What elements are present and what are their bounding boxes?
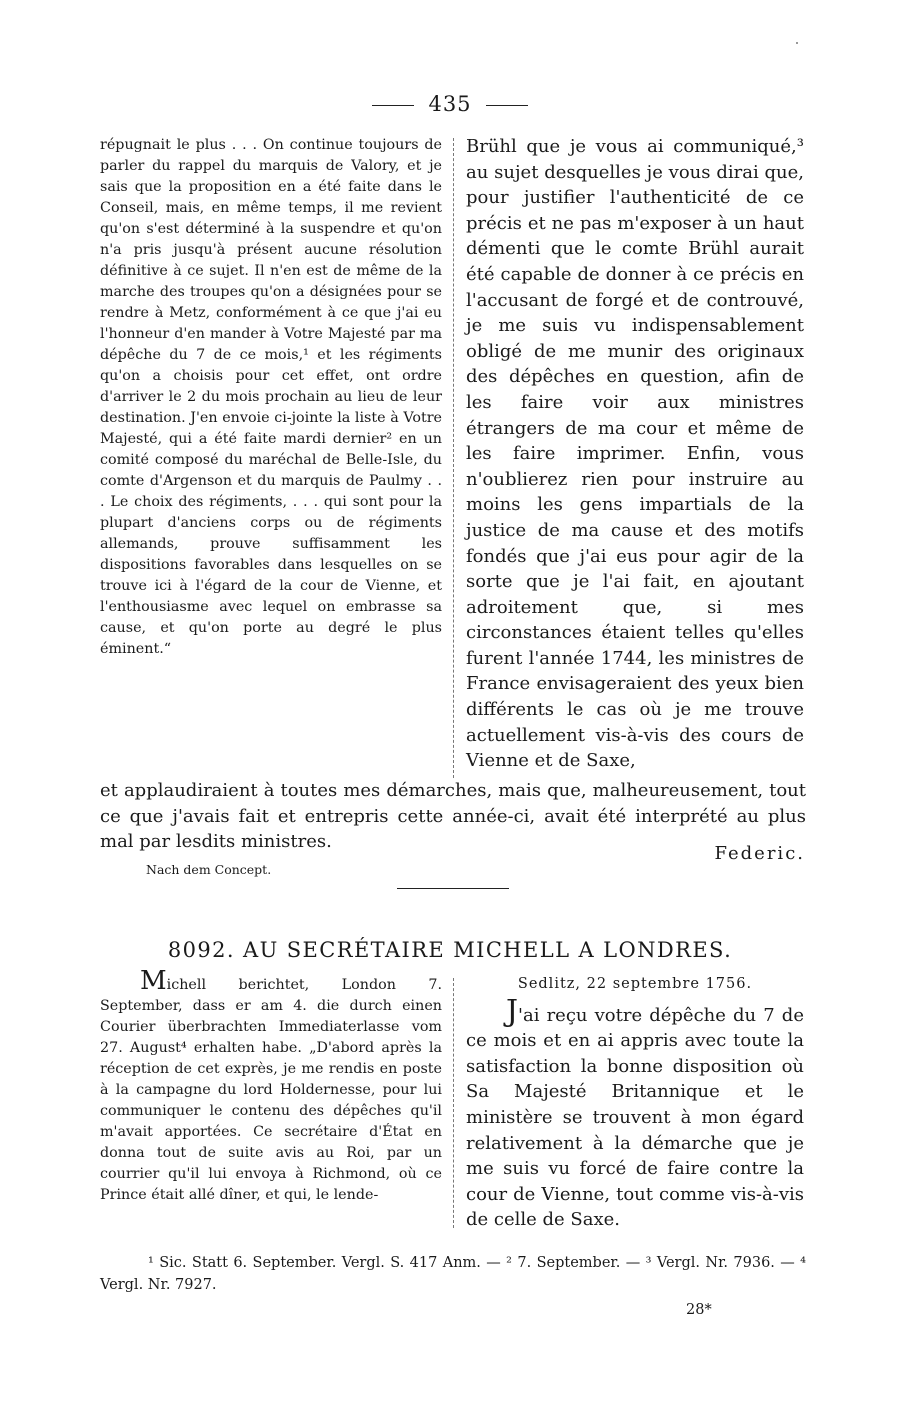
letter1-source-note: Nach dem Concept. (146, 862, 272, 877)
drop-initial-m: M (140, 966, 167, 996)
column-divider-2 (453, 978, 454, 1228)
header-rule-right (486, 105, 528, 106)
paper-speck (796, 42, 798, 44)
letter1-signature: Federic. (714, 843, 805, 864)
letter1-left-column (100, 135, 442, 660)
letter1-right-text: Brühl que je vous ai communiqué,³ au sujet desquelles je vous dirai que, pour justifier l'authenticité de ce précis et ne pas m'exposer à un haut démenti que le comte Brühl aurait été capable de donner à ce précis en l'accusant de forgé et de controuvé, je me suis vu indispensablement obligé de me munir des originaux des dépêches en question, afin de les faire voir aux ministres étrangers de ma cour et même de les faire imprimer. Enfin, vous n'oublierez rien pour instruire au moins les gens impartials de la justice de ma cause et des motifs fondés que j'ai eus pour agir de la sorte que je l'ai fait, en ajoutant adroitement que, si mes circonstances étaient telles qu'elles furent l'année 1744, les ministres de France envisageraient des yeux bien différents le cas où je me trouve actuellement vis-à-vis des cours de Vienne et de Saxe, (466, 136, 804, 772)
letter2-right-column (466, 972, 804, 1233)
letter2-right-paragraph (466, 993, 804, 1233)
section-separator (397, 888, 509, 889)
letter1-right-column (466, 134, 804, 774)
letter2-left-text: ichell berichtet, London 7. September, dass er am 4. die durch einen Courier überbrachten Immediaterlasse vom 27. August⁴ erhalten habe. „D'abord après la réception de cet exprès, je me rendis en poste à la campagne du lord Holdernesse, pour lui communiquer le contenu des dépêches qu'il m'avait apportées. Ce secrétaire d'État en donna tout de suite avis au Roi, par un courrier qu'il lui envoya à Richmond, où ce Prince était allé dîner, et qui, le lende- (100, 977, 442, 1203)
letter1-closing-text: et applaudiraient à toutes mes démarches, mais que, malheureusement, tout ce que j'avais fait et entrepris cette année-ci, avait été interprété au plus mal par lesdits ministres. (100, 780, 806, 853)
letter2-left-column (100, 966, 442, 1206)
drop-initial-j: J (506, 993, 519, 1029)
signature-mark: 28* (686, 1302, 712, 1318)
letter2-place-date: Sedlitz, 22 septembre 1756. (517, 976, 753, 992)
page-number: 435 (428, 92, 472, 116)
letter2-right-text: 'ai reçu votre dépêche du 7 de ce mois et en ai appris avec toute la satisfaction la bonne disposition où Sa Majesté Britannique et le ministère se trouvent à mon égard relativement à la démarche que je me suis vu forcé de faire contre la cour de Vienne, tout comme vis-à-vis de celle de Saxe. (466, 1004, 804, 1231)
header-rule-left (372, 105, 414, 106)
page-header (0, 92, 900, 116)
letter2-title: 8092. AU SECRÉTAIRE MICHELL A LONDRES. (167, 938, 733, 962)
letter2-left-paragraph (100, 966, 442, 1206)
letter1-left-text: répugnait le plus . . . On continue toujours de parler du rappel du marquis de Valory, et je sais que la proposition en a été faite dans le Conseil, mais, en même temps, il me revient qu'on s'est déterminé à la suspendre et qu'on n'a pris jusqu'à présent aucune résolution définitive à ce sujet. Il n'en est de même de la marche des troupes qu'on a désignées pour se rendre à Metz, conformément à ce que j'ai eu l'honneur d'en mander à Votre Majesté par ma dépêche du 7 de ce mois,¹ et les régiments qu'on a choisis pour cet effet, ont ordre d'arriver le 2 du mois prochain au lieu de leur destination. J'en envoie ci-jointe la liste à Votre Majesté, qui a été faite mardi dernier² en un comité composé du maréchal de Belle-Isle, du comte d'Argenson et du marquis de Paulmy . . . Le choix des régiments, . . . qui sont pour la plupart d'anciens corps ou de régiments allemands, prouve suffisamment les dispositions favorables dans lesquelles on se trouve ici à l'égard de la cour de Vienne, et l'enthousiasme avec lequel on embrasse sa cause, et qu'on porte au degré le plus éminent.“ (100, 137, 442, 657)
footnotes: ¹ Sic. Statt 6. September. Vergl. S. 417 Anm. — ² 7. September. — ³ Vergl. Nr. 7936. — ⁴ Vergl. Nr. 7927. (100, 1255, 806, 1293)
column-divider-1 (453, 138, 454, 778)
